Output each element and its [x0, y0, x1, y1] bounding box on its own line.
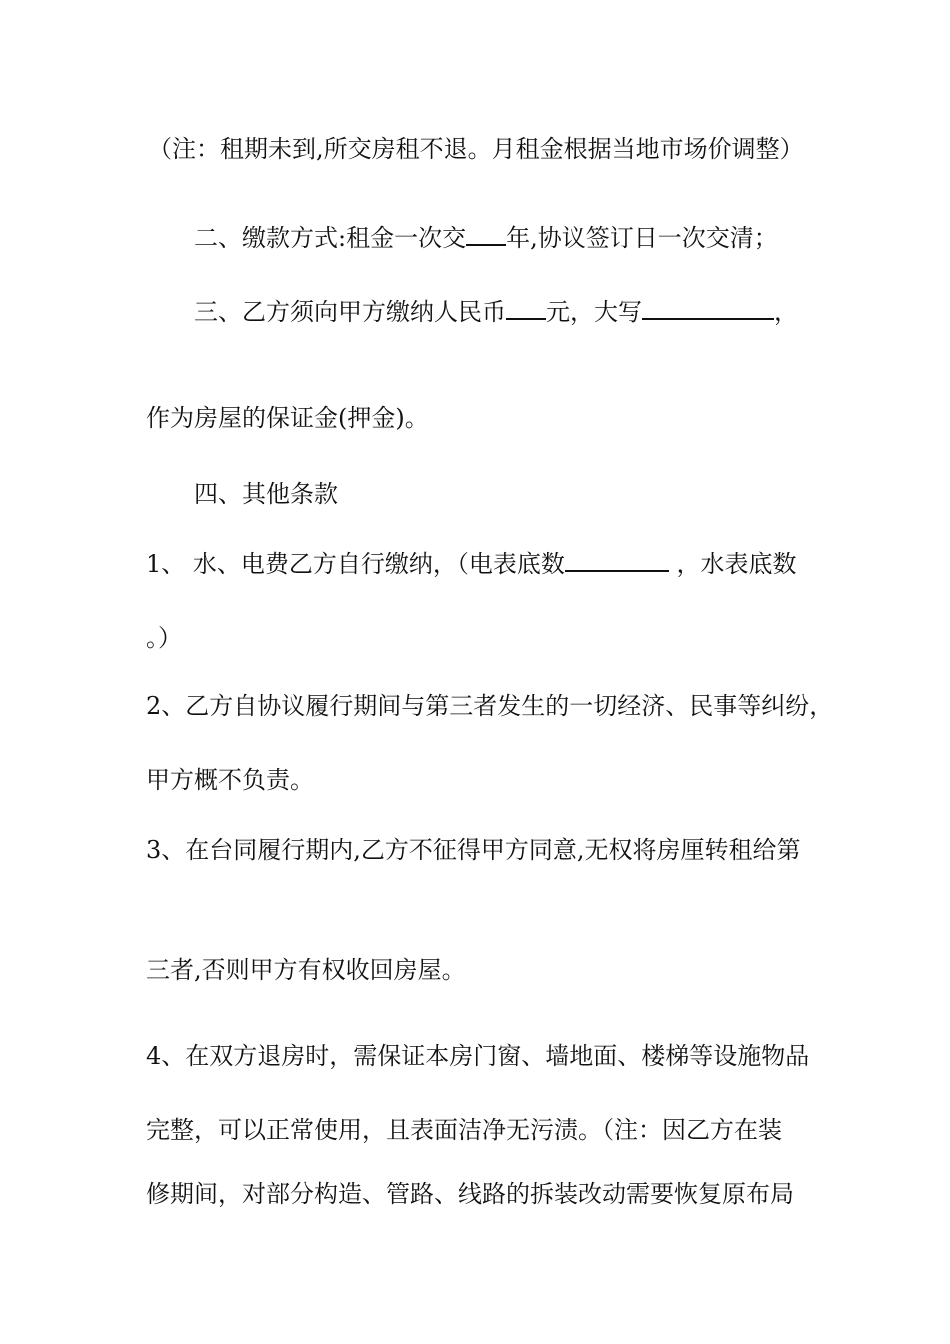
clause-3-text-2: 三者,否则甲方有权收回房屋。 [146, 956, 466, 984]
clause-3-text-1: 3、在台同履行期内,乙方不征得甲方同意,无权将房厘转租给第 [146, 836, 801, 864]
clause-4-text-2: 完整，可以正常使用，且表面洁净无污渍。（注：因乙方在装 [146, 1116, 782, 1144]
clause-3-line-1 [146, 834, 801, 866]
clause-3-line-2 [146, 954, 466, 986]
clause-2-line-2 [146, 764, 314, 796]
clause-2-text-1: 2、乙方自协议履行期间与第三者发生的一切经济、民事等纠纷， [146, 692, 834, 720]
deposit-continuation-line [146, 402, 429, 434]
rent-note-text: （注：租期未到,所交房租不退。月租金根据当地市场价调整） [148, 135, 804, 163]
clause-4-line-3 [146, 1178, 794, 1210]
deposit-text-middle: 元，大写 [546, 298, 642, 326]
deposit-line [194, 296, 798, 328]
rent-note-line [148, 133, 804, 165]
electric-meter-blank [565, 548, 669, 572]
clause-2-text-2: 甲方概不负责。 [146, 766, 314, 794]
deposit-text-start: 三、乙方须向甲方缴纳人民币 [194, 298, 506, 326]
clause-1-text-end: ，水表底数 [668, 550, 797, 578]
clause-1-continuation-text: 。） [146, 624, 182, 652]
clause-1-line [146, 548, 797, 580]
deposit-amount-blank [506, 296, 546, 320]
clause-1-text-start: 1、 水、电费乙方自行缴纳，（电表底数 [146, 550, 565, 578]
deposit-amount-words-blank [642, 296, 774, 320]
payment-method-line [194, 222, 778, 254]
deposit-continuation-text: 作为房屋的保证金(押金)。 [146, 404, 429, 432]
payment-method-text-start: 二、缴款方式:租金一次交 [194, 224, 467, 252]
deposit-text-end: ， [774, 298, 798, 326]
years-blank [466, 222, 506, 246]
clause-4-line-2 [146, 1114, 782, 1146]
other-terms-title: 四、其他条款 [194, 480, 338, 508]
clause-4-line-1 [146, 1040, 809, 1072]
payment-method-text-end: 年,协议签订日一次交清； [506, 224, 778, 252]
clause-1-continuation-line [146, 622, 182, 654]
other-terms-heading [194, 478, 338, 510]
clause-4-text-3: 修期间，对部分构造、管路、线路的拆装改动需要恢复原布局 [146, 1180, 794, 1208]
clause-2-line-1 [146, 690, 833, 722]
clause-4-text-1: 4、在双方退房时，需保证本房门窗、墙地面、楼梯等设施物品 [146, 1042, 810, 1070]
